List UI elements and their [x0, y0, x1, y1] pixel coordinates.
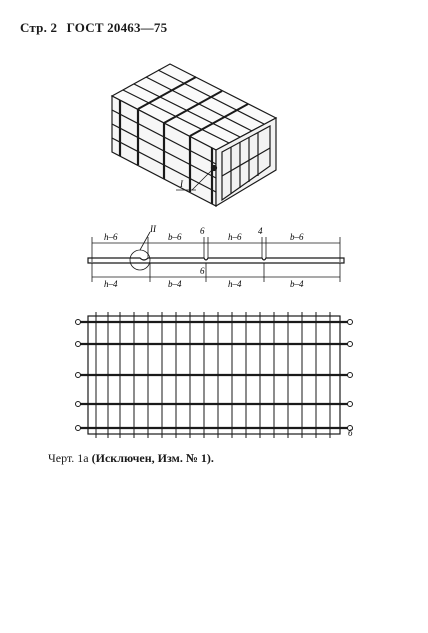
standard-number: ГОСТ 20463—75	[66, 20, 168, 35]
dim-top-4: b–6	[290, 232, 304, 242]
dim-gap-top: 6	[200, 226, 205, 236]
crate-isometric	[112, 64, 276, 206]
panel-grid	[76, 312, 353, 438]
caption-prefix: Черт. 1а	[48, 451, 89, 465]
dim-bottom-1: h–4	[104, 279, 118, 289]
callout-ii-label: II	[150, 224, 156, 234]
dim-top-3: h–6	[228, 232, 242, 242]
mark-b-label: б	[348, 428, 353, 438]
callout-i-label: I	[180, 179, 183, 189]
caption-text: (Исключен, Изм. № 1).	[91, 451, 214, 465]
dim-small: 4	[258, 226, 263, 236]
figure-caption	[48, 451, 214, 466]
dim-bottom-4: b–4	[290, 279, 304, 289]
dim-top-2: b–6	[168, 232, 182, 242]
dim-top-1: h–6	[104, 232, 118, 242]
dim-gap-bottom: 6	[200, 266, 205, 276]
page-number: Стр. 2	[20, 20, 58, 35]
strip-drawing	[88, 232, 344, 282]
dim-bottom-2: b–4	[168, 279, 182, 289]
dim-bottom-3: h–4	[228, 279, 242, 289]
